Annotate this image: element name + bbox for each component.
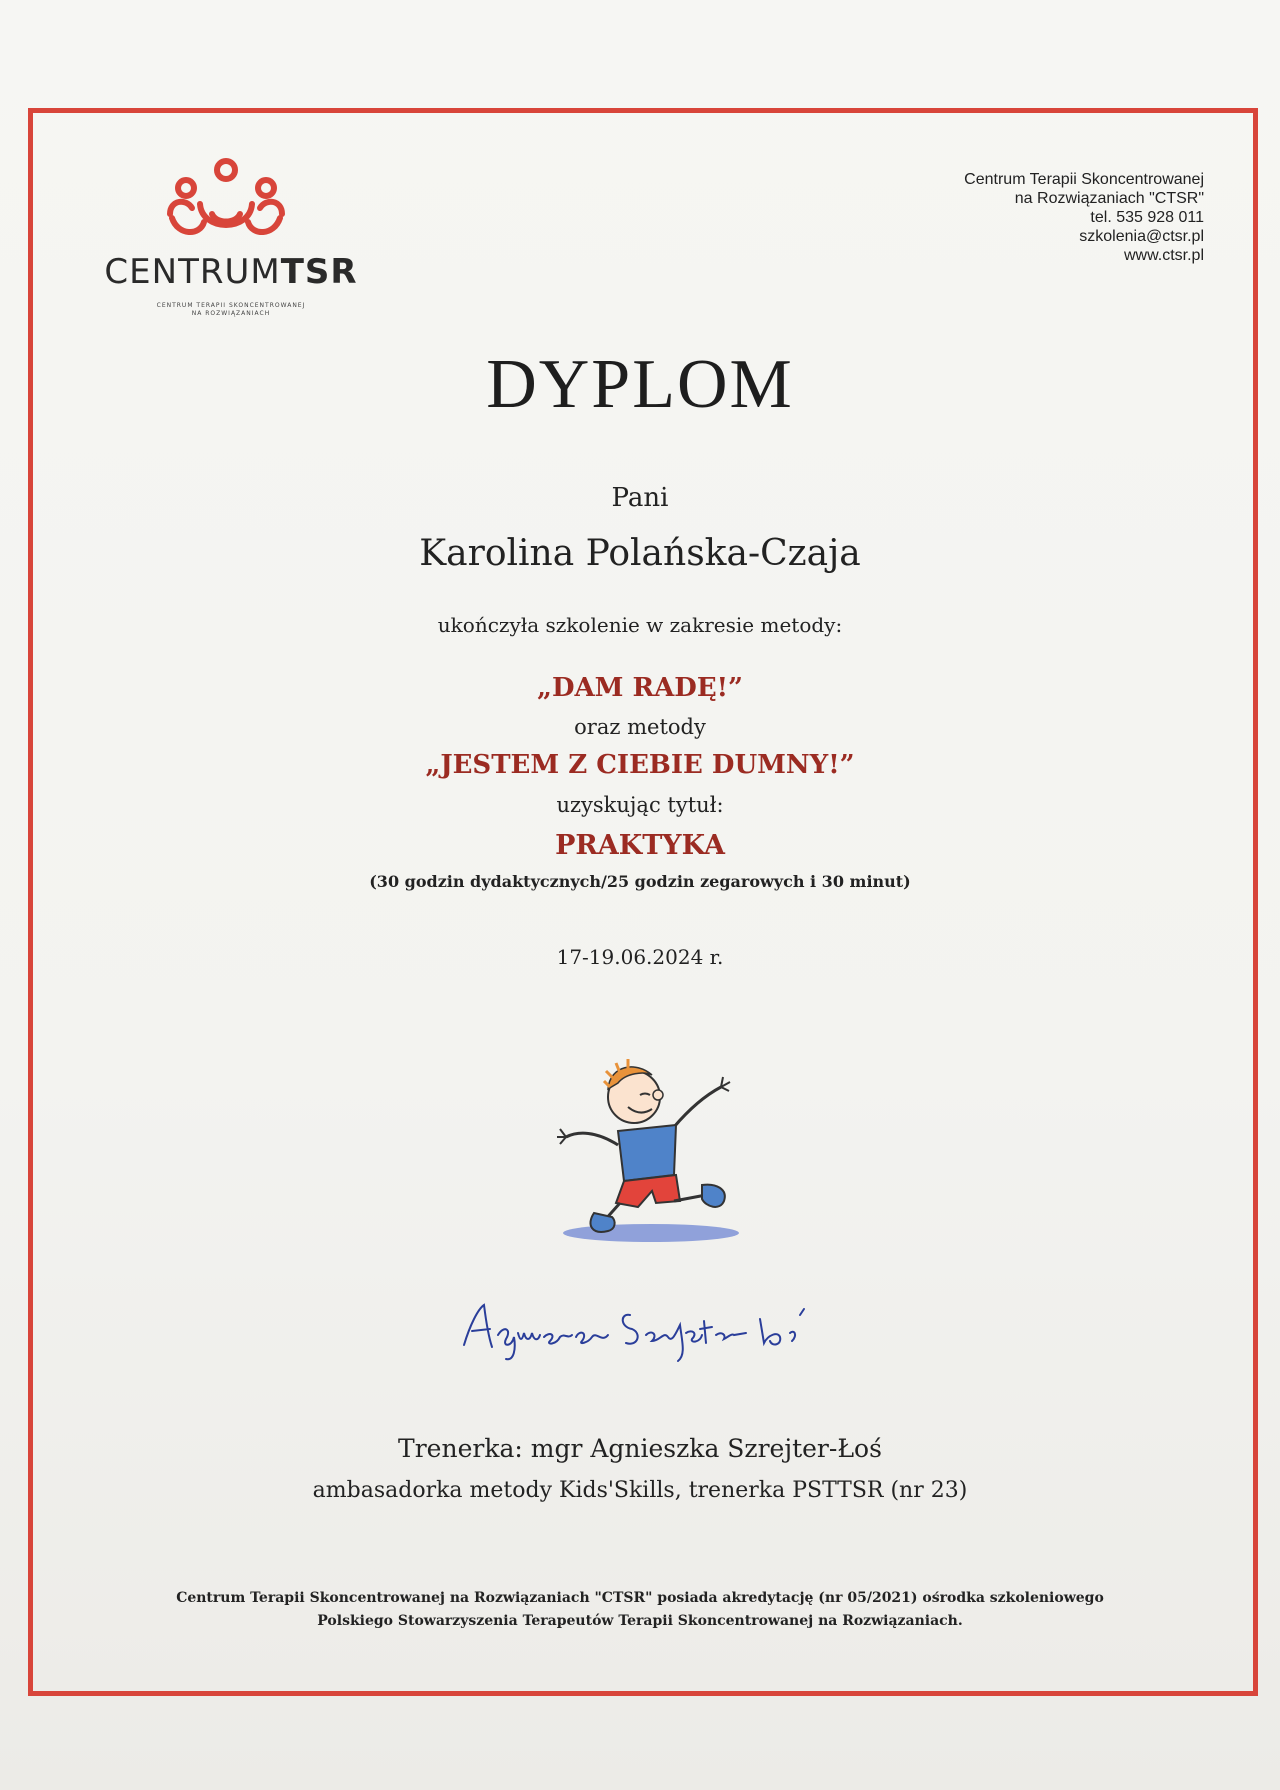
diploma-title: DYPLOM <box>486 346 794 423</box>
trainer-line: Trenerka: mgr Agnieszka Szrejter-Łoś <box>398 1434 882 1463</box>
method-1: „DAM RADĘ!” <box>536 673 744 703</box>
three-people-logo-icon <box>156 156 296 246</box>
footer-accreditation-line-2: Polskiego Stowarzyszenia Terapeutów Terapii Skoncentrowanej na Rozwiązaniach. <box>317 1613 963 1629</box>
running-boy-illustration <box>556 1035 756 1249</box>
contact-block <box>784 170 1204 265</box>
hours-note: (30 godzin dydaktycznych/25 godzin zegarowych i 30 minut) <box>369 872 911 891</box>
connector-text: oraz metody <box>574 715 706 739</box>
completed-text: ukończyła szkolenie w zakresie metody: <box>437 613 843 637</box>
handwritten-signature <box>460 1285 820 1365</box>
method-2: „JESTEM Z CIEBIE DUMNY!” <box>425 750 855 780</box>
footer-accreditation-line-1: Centrum Terapii Skoncentrowanej na Rozwiązaniach "CTSR" posiada akredytację (nr 05/2021) ośrodka szkoleniowego <box>176 1590 1104 1606</box>
contact-website: www.ctsr.pl <box>1123 247 1204 264</box>
logo-tagline: CENTRUM TERAPII SKONCENTROWANEJ NA ROZWIĄZANIACH <box>156 302 306 317</box>
contact-email: szkolenia@ctsr.pl <box>1079 228 1204 245</box>
title-awarded: PRAKTYKA <box>555 830 725 861</box>
trainer-roles: ambasadorka metody Kids'Skills, trenerka PSTTSR (nr 23) <box>312 1478 968 1503</box>
contact-org-line-2: na Rozwiązaniach "CTSR" <box>1014 190 1204 207</box>
recipient-name: Karolina Polańska-Czaja <box>419 533 861 574</box>
trainer-signature <box>460 1285 820 1369</box>
salutation: Pani <box>611 483 669 513</box>
running-boy-icon <box>556 1035 756 1245</box>
obtaining-text: uzyskując tytuł: <box>556 793 724 817</box>
contact-org-line-1: Centrum Terapii Skoncentrowanej <box>964 171 1204 188</box>
logo-wordmark: CENTRUMTSR <box>104 252 358 292</box>
centrum-tsr-logo <box>86 156 376 336</box>
course-date: 17-19.06.2024 r. <box>556 945 724 969</box>
contact-phone: tel. 535 928 011 <box>1090 209 1204 226</box>
